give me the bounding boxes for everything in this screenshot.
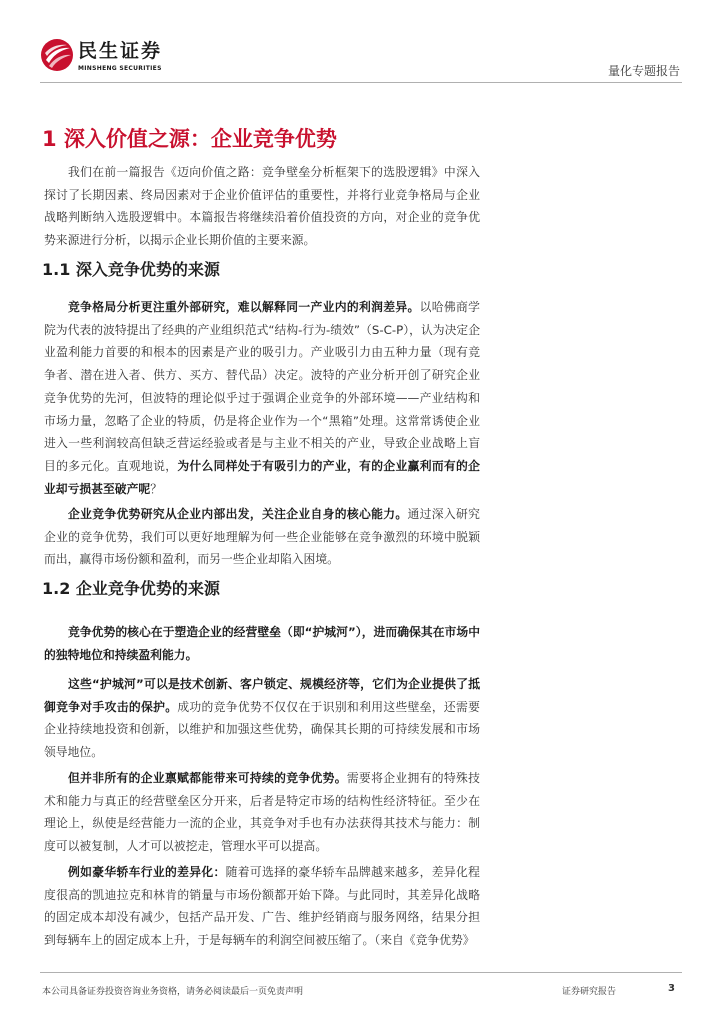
section-1-heading: 1 深入价值之源：企业竞争优势 — [42, 127, 337, 151]
section-1-2-heading: 1.2 企业竞争优势的来源 — [42, 579, 220, 598]
page-number: 3 — [668, 983, 675, 994]
logo-chinese-name: 民生证券 — [78, 40, 163, 62]
key-point-text: 竞争优势的核心在于塑造企业的经营壁垒（即“护城河”），进而确保其在市场中的独特地位和持续盈利能力。 — [44, 625, 480, 662]
body-text: 需要将企业拥有的特殊技术和能力与真正的经营壁垒区分开来，后者是特定市场的结构性经济特征。至少在理论上，纵使是经营能力一流的企业，其竞争对手也有办法获得其技术与能力：制度可以被复制，人才可以被挖走，管理水平可以提高。 — [44, 771, 480, 854]
header-divider — [40, 82, 682, 83]
key-point-text: 例如豪华轿车行业的差异化： — [68, 865, 226, 879]
section-1-intro-paragraph: 我们在前一篇报告《迈向价值之路：竞争壁垒分析框架下的选股逻辑》中深入探讨了长期因素、终局因素对于企业价值评估的重要性，并将行业竞争格局与企业战略判断纳入选股逻辑中。本篇报告将继续沿着价值投资的方向，对企业的竞争优势来源进行分析，以揭示企业长期价值的主要来源。 — [44, 165, 480, 248]
company-logo — [40, 38, 200, 78]
footer-disclaimer: 本公司具备证券投资咨询业务资格，请务必阅读最后一页免责声明 — [42, 987, 304, 997]
section-1-2-paragraph-1 — [44, 621, 480, 666]
key-point-text: 竞争格局分析更注重外部研究，难以解释同一产业内的利润差异。 — [68, 300, 420, 314]
section-1-2-paragraph-3 — [44, 767, 480, 858]
report-type-label: 量化专题报告 — [607, 64, 680, 78]
logo-english-name: MINSHENG SECURITIES — [78, 65, 162, 72]
minsheng-logo-icon — [40, 38, 74, 72]
key-point-text: 这些“护城河”可以是技术创新、客户锁定、规模经济等，它们为企业提供了抵御竞争对手攻击的保护。 — [44, 677, 480, 714]
section-1-1-paragraph-1 — [44, 296, 480, 500]
body-text: 通过深入研究企业的竞争优势，我们可以更好地理解为何一些企业能够在竞争激烈的环境中脱颖而出，赢得市场份额和盈利，而另一些企业却陷入困境。 — [44, 507, 480, 567]
footer-divider — [40, 972, 682, 973]
body-text: ？ — [150, 481, 162, 496]
key-point-text: 但并非所有的企业禀赋都能带来可持续的竞争优势。 — [68, 771, 347, 785]
section-1-2-paragraph-4 — [44, 861, 480, 952]
body-text: 以哈佛商学院为代表的波特提出了经典的产业组织范式“结构-行为-绩效”（S-C-P），认为决定企业盈利能力首要的和根本的因素是产业的吸引力。产业吸引力由五种力量（现有竞争者、潜在进入者、供方、买方、替代品）决定。波特的产业分析开创了研究企业竞争优势的先河，但波特的理论似乎过于强调企业竞争的外部环境——产业结构和市场力量，忽略了企业的特质，仍是将企业作为一个“黑箱”处理。这常常诱使企业进入一些利润较高但缺乏营运经验或者是与主业不相关的产业，导致企业战略上盲目的多元化。直观地说， — [44, 300, 480, 473]
key-point-text: 为什么同样处于有吸引力的产业，有的企业赢利而有的企业却亏损甚至破产呢 — [44, 458, 480, 496]
section-1-1-paragraph-2 — [44, 503, 480, 571]
section-1-2-paragraph-2 — [44, 673, 480, 764]
footer-document-type: 证券研究报告 — [562, 987, 617, 997]
body-text: 成功的竞争优势不仅仅在于识别和利用这些壁垒，还需要企业持续地投资和创新，以维护和加强这些优势，确保其长期的可持续发展和市场领导地位。 — [44, 699, 480, 760]
body-text: 随着可选择的豪华轿车品牌越来越多，差异化程度很高的凯迪拉克和林肯的销量与市场份额都开始下降。与此同时，其差异化战略的固定成本却没有减少，包括产品开发、广告、维护经销商与服务网络，结果分担到每辆车上的固定成本上升，于是每辆车的利润空间被压缩了。（来自《竞争优势》 — [44, 865, 480, 948]
key-point-text: 企业竞争优势研究从企业内部出发，关注企业自身的核心能力。 — [68, 507, 408, 521]
page-header — [0, 0, 724, 84]
section-1-1-heading: 1.1 深入竞争优势的来源 — [42, 260, 220, 279]
